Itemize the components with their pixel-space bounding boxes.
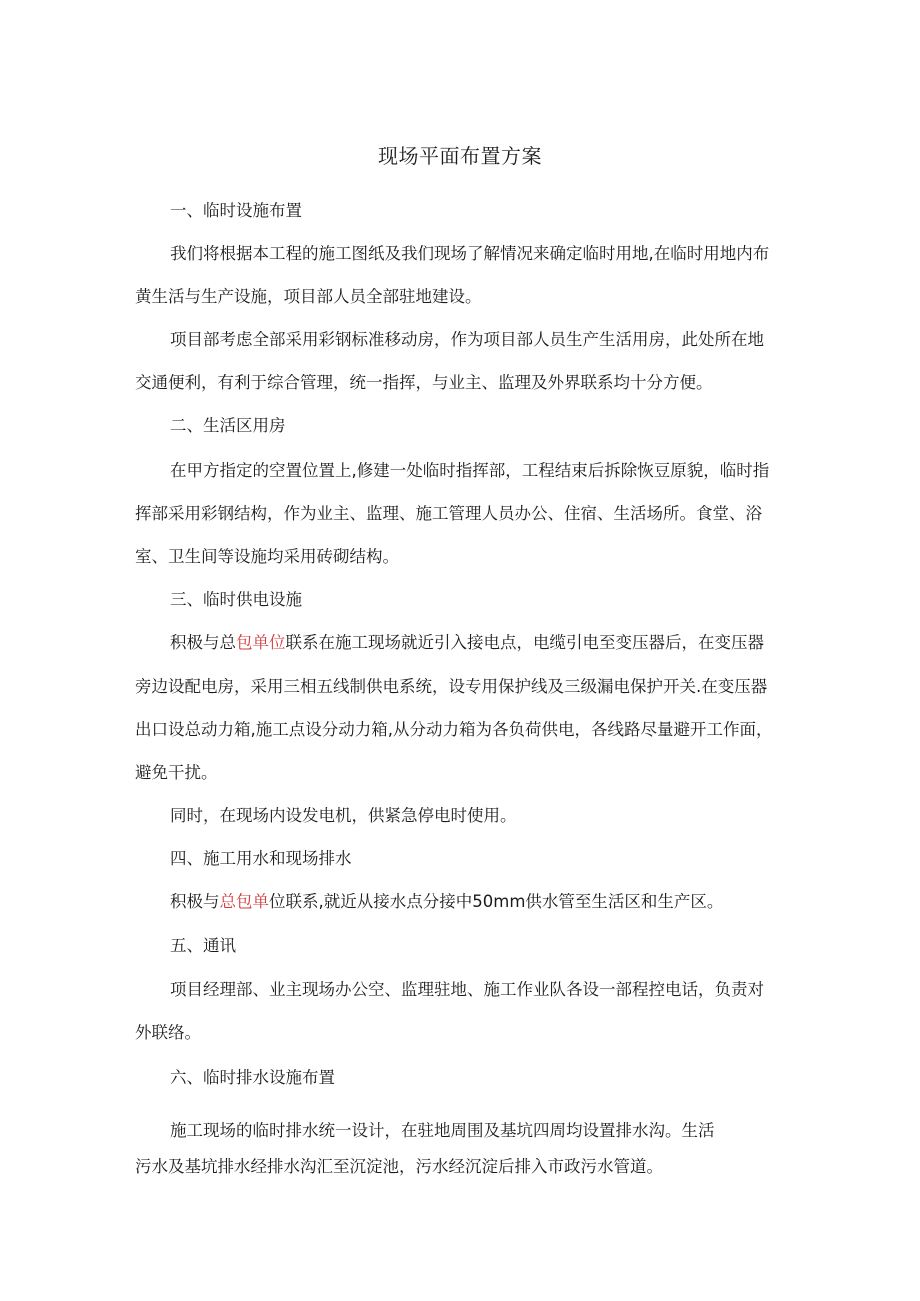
section-heading-4: 四、施工用水和现场排水 bbox=[170, 849, 352, 868]
text-segment: 积极与 bbox=[170, 892, 220, 911]
paragraph-line: 同时，在现场内设发电机，供紧急停电时使用。 bbox=[170, 806, 517, 825]
paragraph-line: 避免干扰。 bbox=[135, 763, 218, 782]
highlighted-text: 包单位 bbox=[236, 633, 286, 652]
paragraph-line: 出口设总动力箱,施工点设分动力箱,从分动力箱为各负荷供电，各线路尽量避开工作面， bbox=[135, 720, 773, 739]
paragraph-line: 施工现场的临时排水统一设计，在驻地周围及基坑四周均设置排水沟。生活 bbox=[170, 1121, 715, 1140]
paragraph-line: 项目经理部、业主现场办公空、监理驻地、施工作业队各设一部程控电话，负责对 bbox=[170, 980, 764, 999]
paragraph-line: 外联络。 bbox=[135, 1023, 201, 1042]
section-heading-3: 三、临时供电设施 bbox=[170, 590, 302, 609]
paragraph-line: 在甲方指定的空置位置上,修建一处临时指挥部，工程结束后拆除恢豆原貌，临时指 bbox=[170, 461, 770, 480]
paragraph-line: 交通便利，有利于综合管理，统一指挥，与业主、监理及外界联系均十分方便。 bbox=[135, 373, 713, 392]
text-segment: 积极与总 bbox=[170, 633, 236, 652]
document-title: 现场平面布置方案 bbox=[378, 144, 542, 168]
paragraph-line: 项目部考虑全部采用彩钢标准移动房，作为项目部人员生产生活用房，此处所在地 bbox=[170, 330, 764, 349]
paragraph-line: 污水及基坑排水经排水沟汇至沉淀池，污水经沉淀后排入市政污水管道。 bbox=[135, 1157, 663, 1176]
highlighted-text: 总包单 bbox=[219, 892, 269, 911]
section-heading-2: 二、生活区用房 bbox=[170, 416, 286, 435]
paragraph-line: 挥部采用彩钢结构，作为业主、监理、施工管理人员办公、住宿、生活场所。食堂、浴 bbox=[135, 504, 762, 523]
paragraph-line bbox=[170, 890, 830, 914]
text-segment: 联系在施工现场就近引入接电点，电缆引电至变压器后，在变压器 bbox=[285, 633, 764, 652]
section-heading-1: 一、临时设施布置 bbox=[170, 201, 302, 220]
paragraph-line: 旁边设配电房，采用三相五线制供电系统，设专用保护线及三级漏电保护开关.在变压器 bbox=[135, 677, 768, 696]
section-heading-6: 六、临时排水设施布置 bbox=[170, 1068, 335, 1087]
paragraph-line: 黄生活与生产设施，项目部人员全部驻地建设。 bbox=[135, 287, 482, 306]
paragraph-line bbox=[170, 631, 830, 655]
paragraph-line: 室、卫生间等设施均采用砖砌结构。 bbox=[135, 547, 399, 566]
text-segment: 位联系,就近从接水点分接中50mm供水管至生活区和生产区。 bbox=[269, 892, 724, 911]
paragraph-line: 我们将根据本工程的施工图纸及我们现场了解情况来确定临时用地,在临时用地内布 bbox=[170, 244, 770, 263]
section-heading-5: 五、通讯 bbox=[170, 936, 236, 955]
